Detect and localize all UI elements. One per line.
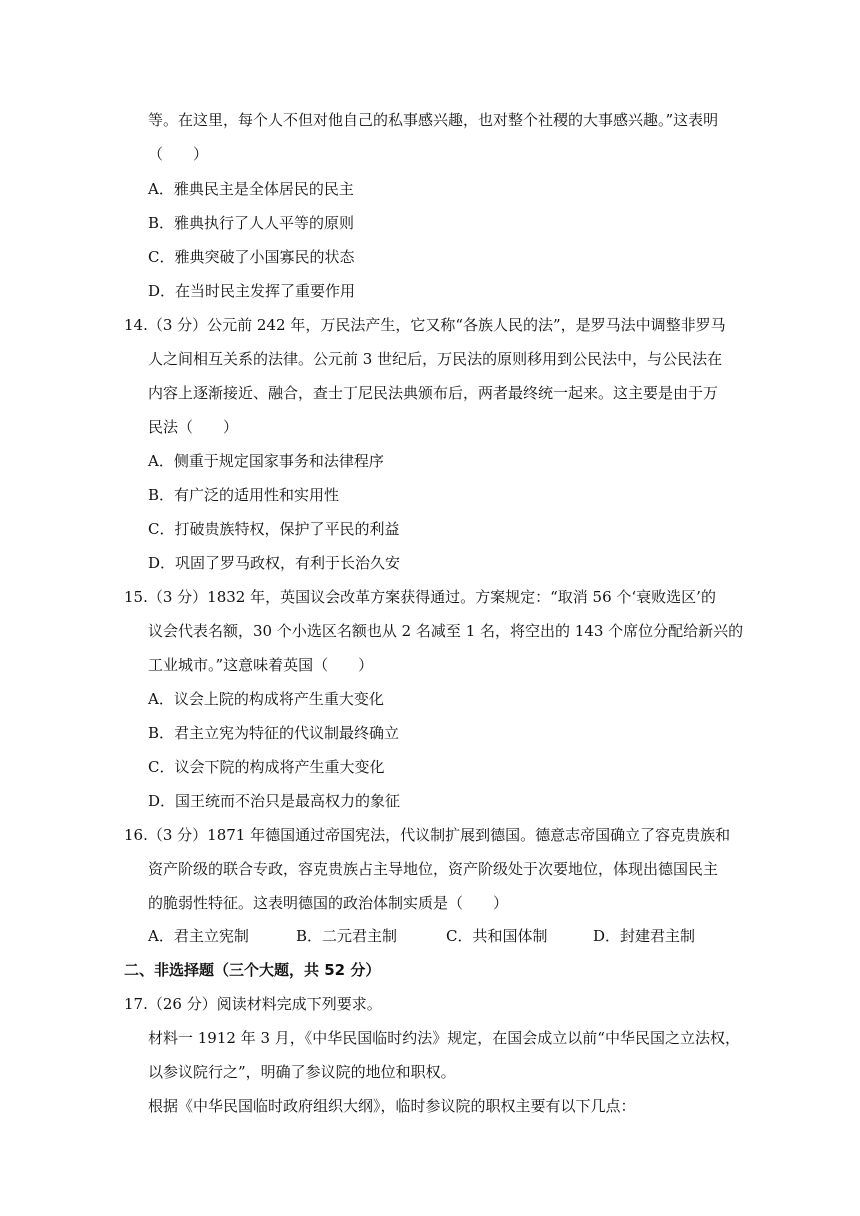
q13-answer-bracket: （ ） bbox=[148, 145, 209, 163]
q14-option-c[interactable]: C．打破贵族特权，保护了平民的利益 bbox=[148, 520, 400, 538]
q16-option-d[interactable]: D．封建君主制 bbox=[593, 927, 696, 945]
q17-intro: 17.（26 分）阅读材料完成下列要求。 bbox=[124, 995, 382, 1013]
q13-option-b[interactable]: B．雅典执行了人人平等的原则 bbox=[148, 214, 355, 232]
q16-options-row bbox=[0, 926, 860, 946]
q16-stem-line: 的脆弱性特征。这表明德国的政治体制实质是（ ） bbox=[148, 894, 509, 912]
q15-option-c[interactable]: C．议会下院的构成将产生重大变化 bbox=[148, 758, 385, 776]
q13-stem-cont: 等。在这里，每个人不但对他自己的私事感兴趣，也对整个社稷的大事感兴趣。”这表明 bbox=[148, 111, 719, 129]
q14-option-b[interactable]: B．有广泛的适用性和实用性 bbox=[148, 486, 340, 504]
q14-stem-line: 民法（ ） bbox=[148, 418, 239, 436]
q17-material-line: 以参议院行之”，明确了参议院的地位和职权。 bbox=[148, 1063, 456, 1081]
q13-option-c[interactable]: C．雅典突破了小国寡民的状态 bbox=[148, 248, 355, 266]
q16-stem-line: 资产阶级的联合专政，容克贵族占主导地位，资产阶级处于次要地位，体现出德国民主 bbox=[148, 860, 719, 878]
q14-option-a[interactable]: A．侧重于规定国家事务和法律程序 bbox=[148, 452, 384, 470]
q14-stem-line: 人之间相互关系的法律。公元前 3 世纪后，万民法的原则移用到公民法中，与公民法在 bbox=[148, 350, 723, 368]
q13-option-a[interactable]: A．雅典民主是全体居民的民主 bbox=[148, 180, 354, 198]
q17-material-line: 材料一 1912 年 3 月，《中华民国临时约法》规定，在国会成立以前“中华民国之立法权， bbox=[148, 1029, 740, 1047]
q15-option-a[interactable]: A．议会上院的构成将产生重大变化 bbox=[148, 690, 384, 708]
q14-stem-line: 14.（3 分）公元前 242 年，万民法产生，它又称“各族人民的法”，是罗马法中调整非罗马 bbox=[124, 316, 726, 334]
q14-option-d[interactable]: D．巩固了罗马政权，有利于长治久安 bbox=[148, 554, 401, 572]
section-heading: 二、非选择题（三个大题，共 52 分） bbox=[124, 961, 381, 979]
q16-option-c[interactable]: C．共和国体制 bbox=[446, 927, 548, 945]
q17-material-line: 根据《中华民国临时政府组织大纲》，临时参议院的职权主要有以下几点： bbox=[148, 1097, 636, 1115]
q16-option-a[interactable]: A．君主立宪制 bbox=[148, 927, 249, 945]
q15-stem-line: 15.（3 分）1832 年，英国议会改革方案获得通过。方案规定：“取消 56 个‘衰败选区’的 bbox=[124, 588, 716, 606]
q14-stem-line: 内容上逐渐接近、融合，查士丁尼民法典颁布后，两者最终统一起来。这主要是由于万 bbox=[148, 384, 719, 402]
q16-stem-line: 16.（3 分）1871 年德国通过帝国宪法，代议制扩展到德国。德意志帝国确立了容克贵族和 bbox=[124, 826, 731, 844]
q15-option-d[interactable]: D．国王统而不治只是最高权力的象征 bbox=[148, 792, 401, 810]
q15-stem-line: 工业城市。”这意味着英国（ ） bbox=[148, 656, 374, 674]
q16-option-b[interactable]: B．二元君主制 bbox=[296, 927, 398, 945]
q15-stem-line: 议会代表名额，30 个小选区名额也从 2 名减至 1 名，将空出的 143 个席位分配给新兴的 bbox=[148, 622, 744, 640]
q13-option-d[interactable]: D．在当时民主发挥了重要作用 bbox=[148, 282, 356, 300]
q15-option-b[interactable]: B．君主立宪为特征的代议制最终确立 bbox=[148, 724, 400, 742]
